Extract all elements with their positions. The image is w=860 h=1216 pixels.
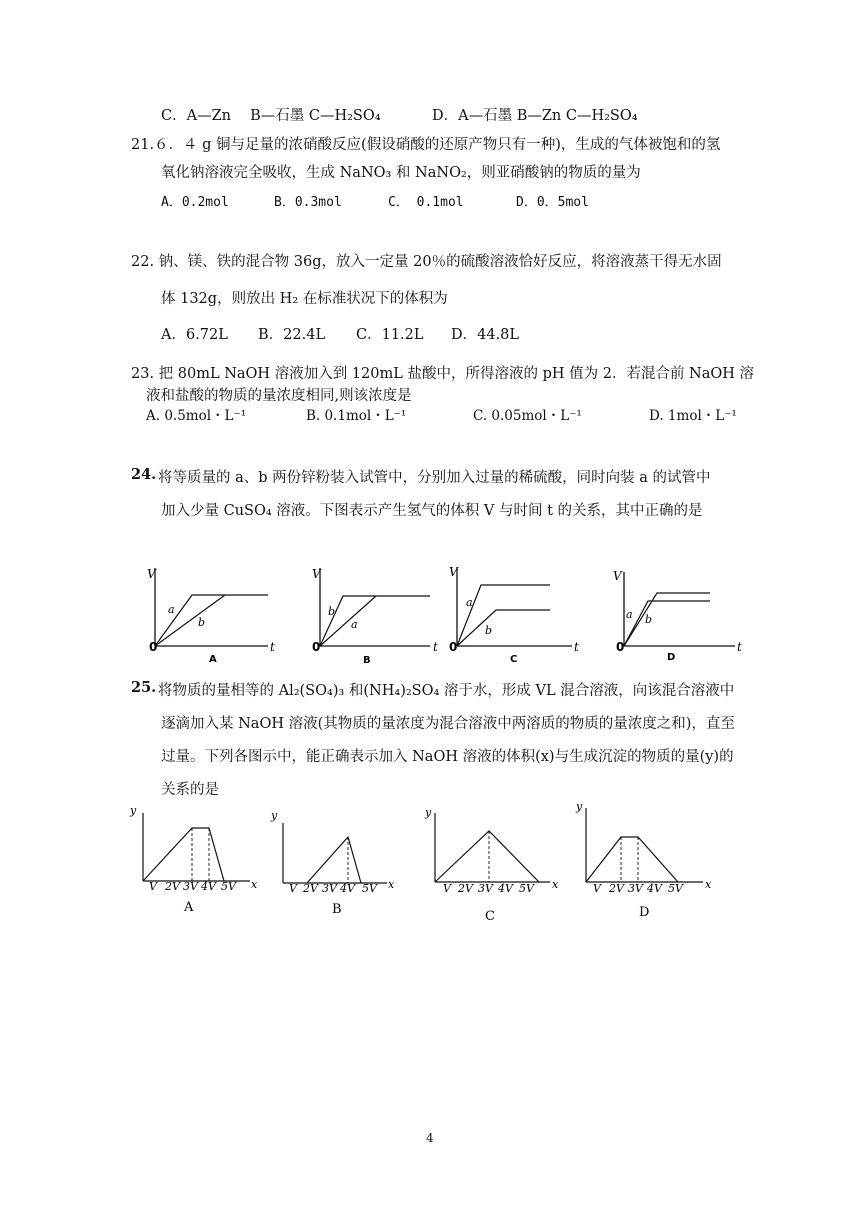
q25-b-xaxis: x [388,878,395,891]
q22-option-a: A．6.72L [161,327,228,343]
q25-c-xaxis: x [552,878,559,891]
q25-c-tick-5: 5V [519,882,534,895]
q25-d-tick-2: 2V [609,882,624,895]
q25-a-label: A [184,900,194,915]
q25-c-tick-2: 2V [458,882,473,895]
q25-d-label: D [639,905,650,920]
q21-stem-line1: 21.６．４ g 铜与足量的浓硝酸反应(假设硝酸的还原产物只有一种)，生成的气体被饱和的氢 [131,137,721,153]
q25-b-tick-1: V [289,882,297,895]
q22-stem-line1: 22. 钠、镁、铁的混合物 36g，放入一定量 20％的硫酸溶液恰好反应，将溶液蒸干得无水固 [131,254,722,270]
q24-stem-line1: 将等质量的 a、b 两份锌粉装入试管中，分别加入过量的稀硫酸，同时向装 a 的试管中 [158,470,711,486]
q24-c-label: C [510,654,518,665]
q24-a-origin: 0 [149,640,158,654]
q25-c-tick-4: 4V [498,882,513,895]
q24-d-curve-b: b [645,613,653,626]
q25-stem-line1: 将物质的量相等的 Al₂(SO₄)₃ 和(NH₄)₂SO₄ 溶于水，形成 VL 混合溶液，向该混合溶液中 [158,683,735,699]
q25-graphs [125,798,725,928]
q24-d-label: D [667,652,676,663]
q25-d-xaxis: x [705,878,712,891]
q24-stem-line2: 加入少量 CuSO₄ 溶液。下图表示产生氢气的体积 V 与时间 t 的关系，其中正确的是 [161,503,703,519]
q25-a-tick-4: 4V [201,880,216,893]
q25-a-yaxis: y [130,804,137,817]
q24-b-label: B [363,655,371,666]
q23-stem-line1: 23. 把 80mL NaOH 溶液加入到 120mL 盐酸中，所得溶液的 pH 值为 2．若混合前 NaOH 溶 [131,366,755,382]
q24-b-yaxis: V [312,567,321,581]
q23-option-c: C. 0.05mol・L⁻¹ [473,408,582,424]
q24-a-curve-a: a [168,603,175,616]
q25-a-tick-2: 2V [165,880,180,893]
q25-c-tick-1: V [443,882,451,895]
q20-option-c: C．A—Zn B—石墨 C—H₂SO₄ [161,108,381,124]
q21-option-a: A．0.2mol [161,195,229,210]
q25-b-label: B [332,902,342,917]
q25-b-tick-3: 3V [322,882,337,895]
q24-c-curve-a: a [466,596,473,609]
q24-a-xaxis: t [270,640,275,654]
q24-c-origin: 0 [449,640,458,654]
q25-a-tick-5: 5V [221,880,236,893]
q24-graph-c [449,565,579,665]
q24-c-curve-b: b [485,624,493,637]
q24-b-xaxis: t [433,640,438,654]
q25-number: 25. [131,679,157,696]
q25-b-yaxis: y [271,809,278,822]
q24-d-yaxis: V [613,569,622,583]
q25-d-yaxis: y [576,800,583,813]
q25-d-tick-5: 5V [668,882,683,895]
q22-stem-line2: 体 132g，则放出 H₂ 在标准状况下的体积为 [161,291,448,307]
q21-option-d: D．0．5mol [516,195,589,210]
q23-option-a: A. 0.5mol・L⁻¹ [146,408,247,424]
q25-a-xaxis: x [251,878,258,891]
q25-c-label: C [485,909,495,924]
q24-b-curve-a: a [351,618,358,631]
q24-graph-d [613,569,742,663]
q25-graph-a [129,804,258,915]
q25-graph-b [270,809,395,917]
q22-option-b: B．22.4L [258,327,326,343]
q24-number: 24. [131,466,157,483]
q24-d-xaxis: t [737,640,742,654]
q24-graphs [140,558,760,673]
q21-option-b: B．0.3mol [274,195,342,210]
q22-option-d: D．44.8L [451,327,520,343]
q25-stem-line2: 逐滴加入某 NaOH 溶液(其物质的量浓度为混合溶液中两溶质的物质的量浓度之和)，直至 [161,716,735,732]
q25-b-tick-4: 4V [340,882,355,895]
q22-option-c: C．11.2L [356,327,424,343]
q24-a-label: A [209,654,217,665]
q25-d-tick-4: 4V [647,882,662,895]
q24-graph-b [312,567,438,666]
q24-d-curve-a: a [626,608,633,621]
q20-option-d: D．A—石墨 B—Zn C—H₂SO₄ [432,108,638,124]
q24-b-curve-b: b [328,605,336,618]
q25-a-tick-3: 3V [183,880,198,893]
q25-a-tick-1: V [149,880,157,893]
q25-stem-line4: 关系的是 [161,782,219,798]
q24-c-yaxis: V [449,565,458,579]
q25-b-tick-2: 2V [303,882,318,895]
q25-c-yaxis: y [425,806,432,819]
q25-d-tick-1: V [593,882,601,895]
q23-option-d: D. 1mol・L⁻¹ [649,408,737,424]
q21-option-c: C． 0.1mol [388,195,464,210]
q25-graph-c [424,806,559,924]
q24-graph-a [147,567,275,665]
q23-stem-line2: 液和盐酸的物质的量浓度相同,则该浓度是 [146,388,412,404]
q24-d-origin: 0 [616,640,625,654]
q23-option-b: B. 0.1mol・L⁻¹ [306,408,407,424]
q25-graph-d [575,800,712,920]
q24-c-xaxis: t [574,640,579,654]
q21-stem-line2: 氧化钠溶液完全吸收，生成 NaNO₃ 和 NaNO₂，则亚硝酸钠的物质的量为 [161,165,641,181]
q25-d-tick-3: 3V [628,882,643,895]
q25-c-tick-3: 3V [478,882,493,895]
q24-a-curve-b: b [198,616,206,629]
q25-stem-line3: 过量。下列各图示中，能正确表示加入 NaOH 溶液的体积(x)与生成沉淀的物质的量(y)的 [161,749,734,765]
page-number: 4 [426,1131,434,1145]
q24-a-yaxis: V [147,567,156,581]
q24-b-origin: 0 [312,640,321,654]
q25-b-tick-5: 5V [362,882,377,895]
